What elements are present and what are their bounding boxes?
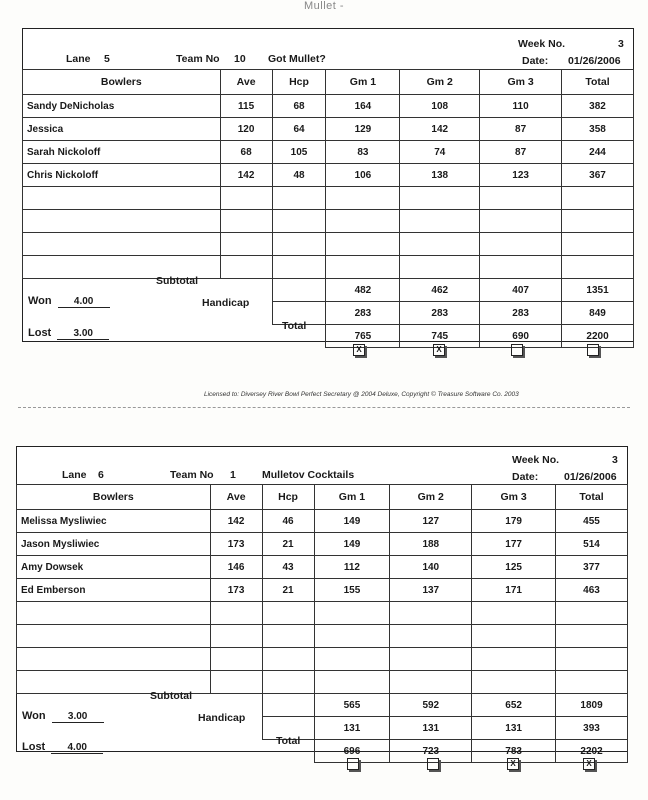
page-title: Mullet -: [303, 0, 345, 12]
bowler-gm2: 140: [390, 556, 472, 579]
bowler-total: 455: [556, 510, 628, 533]
divider: [18, 407, 630, 408]
bowler-total: 382: [562, 95, 634, 118]
bowler-total: 377: [556, 556, 628, 579]
bowler-gm3: 177: [472, 533, 556, 556]
team-label: Team No: [170, 469, 214, 481]
bowler-hcp: 68: [272, 95, 326, 118]
bowler-gm3: 171: [472, 579, 556, 602]
lost-label: Lost: [22, 741, 46, 753]
bowler-name: Sandy DeNicholas: [23, 95, 221, 118]
empty-row: [23, 233, 634, 256]
bowler-gm3: 110: [480, 95, 562, 118]
bowler-gm2: 74: [400, 141, 480, 164]
total-row: [23, 325, 634, 348]
date-label: Date:: [512, 471, 539, 483]
handicap-gm1: 131: [314, 717, 390, 740]
bowler-gm1: 106: [326, 164, 400, 187]
subtotal-row: [17, 694, 628, 717]
bowler-gm2: 137: [390, 579, 472, 602]
team-number: 1: [230, 469, 236, 481]
bowler-gm2: 108: [400, 95, 480, 118]
team-name: Mulletov Cocktails: [262, 469, 355, 481]
lost-value: 4.00: [51, 742, 103, 754]
total-gm1: 696: [314, 740, 390, 763]
game2-win-checkbox[interactable]: X: [433, 344, 445, 356]
bowler-name: Jason Mysliwiec: [17, 533, 211, 556]
game1-win-checkbox[interactable]: X: [353, 344, 365, 356]
subtotal-total: 1809: [556, 694, 628, 717]
team-label: Team No: [176, 53, 220, 65]
week-value: 3: [618, 38, 624, 50]
total-gm2: 745: [400, 325, 480, 348]
bowler-gm2: 188: [390, 533, 472, 556]
col-total: Total: [556, 485, 628, 510]
total-gm2: 723: [390, 740, 472, 763]
bowler-name: Amy Dowsek: [17, 556, 211, 579]
bowler-hcp: 46: [262, 510, 314, 533]
team-name: Got Mullet?: [268, 53, 326, 65]
bowler-gm1: 83: [326, 141, 400, 164]
game1-win-checkbox[interactable]: [347, 758, 359, 770]
bowler-gm3: 123: [480, 164, 562, 187]
week-label: Week No.: [512, 454, 560, 466]
empty-row: [17, 648, 628, 671]
subtotal-gm3: 407: [480, 279, 562, 302]
date-value: 01/26/2006: [564, 471, 617, 483]
bowler-name: Chris Nickoloff: [23, 164, 221, 187]
col-gm2: Gm 2: [390, 485, 472, 510]
col-bowlers: Bowlers: [17, 485, 211, 510]
bowler-gm1: 149: [314, 533, 390, 556]
empty-row: [23, 210, 634, 233]
week-label: Week No.: [518, 38, 566, 50]
bowler-gm1: 155: [314, 579, 390, 602]
score-table: [16, 484, 628, 763]
col-gm3: Gm 3: [472, 485, 556, 510]
col-gm2: Gm 2: [400, 70, 480, 95]
table-row: [23, 95, 634, 118]
bowler-total: 463: [556, 579, 628, 602]
bowler-gm3: 87: [480, 141, 562, 164]
bowler-gm3: 87: [480, 118, 562, 141]
handicap-gm1: 283: [326, 302, 400, 325]
handicap-row: [23, 302, 634, 325]
bowler-gm1: 149: [314, 510, 390, 533]
game3-win-checkbox[interactable]: X: [507, 758, 519, 770]
bowler-ave: 68: [220, 141, 272, 164]
lost-field: [22, 741, 103, 754]
score-table: [22, 69, 634, 348]
subtotal-label: Subtotal: [156, 275, 198, 287]
bowler-ave: 173: [210, 533, 262, 556]
won-label: Won: [28, 295, 52, 307]
bowler-hcp: 105: [272, 141, 326, 164]
total-win-checkbox[interactable]: [587, 344, 599, 356]
lane-label: Lane: [66, 53, 91, 65]
bowler-gm1: 112: [314, 556, 390, 579]
bowler-gm3: 125: [472, 556, 556, 579]
handicap-total: 393: [556, 717, 628, 740]
handicap-row: [17, 717, 628, 740]
subtotal-gm1: 565: [314, 694, 390, 717]
total-total: 2200: [562, 325, 634, 348]
total-win-checkbox[interactable]: X: [583, 758, 595, 770]
handicap-gm3: 283: [480, 302, 562, 325]
empty-row: [23, 187, 634, 210]
table-row: [23, 164, 634, 187]
table-row: [17, 510, 628, 533]
lost-value: 3.00: [57, 328, 109, 340]
lost-label: Lost: [28, 327, 52, 339]
game2-win-checkbox[interactable]: [427, 758, 439, 770]
col-ave: Ave: [220, 70, 272, 95]
empty-row: [23, 256, 634, 279]
date-label: Date:: [522, 55, 549, 67]
subtotal-gm2: 592: [390, 694, 472, 717]
subtotal-gm2: 462: [400, 279, 480, 302]
won-field: [22, 710, 104, 723]
empty-row: [17, 671, 628, 694]
bowler-total: 514: [556, 533, 628, 556]
bowler-ave: 120: [220, 118, 272, 141]
header-row: [17, 485, 628, 510]
bowler-gm2: 142: [400, 118, 480, 141]
handicap-label: Handicap: [202, 297, 250, 309]
table-row: [17, 556, 628, 579]
empty-row: [17, 625, 628, 648]
handicap-gm3: 131: [472, 717, 556, 740]
team-number: 10: [234, 53, 246, 65]
bowler-gm2: 127: [390, 510, 472, 533]
bowler-hcp: 48: [272, 164, 326, 187]
bowler-hcp: 21: [262, 533, 314, 556]
won-value: 3.00: [52, 711, 104, 723]
handicap-gm2: 131: [390, 717, 472, 740]
bowler-ave: 146: [210, 556, 262, 579]
subtotal-total: 1351: [562, 279, 634, 302]
handicap-total: 849: [562, 302, 634, 325]
table-row: [23, 141, 634, 164]
lost-field: [28, 327, 109, 340]
table-row: [23, 118, 634, 141]
bowler-name: Melissa Mysliwiec: [17, 510, 211, 533]
col-total: Total: [562, 70, 634, 95]
total-row: [17, 740, 628, 763]
total-total: 2202: [556, 740, 628, 763]
bowler-total: 358: [562, 118, 634, 141]
bowler-hcp: 64: [272, 118, 326, 141]
date-value: 01/26/2006: [568, 55, 621, 67]
won-label: Won: [22, 710, 46, 722]
table-row: [17, 533, 628, 556]
col-gm1: Gm 1: [314, 485, 390, 510]
bowler-name: Jessica: [23, 118, 221, 141]
bowler-total: 367: [562, 164, 634, 187]
col-hcp: Hcp: [262, 485, 314, 510]
bowler-gm2: 138: [400, 164, 480, 187]
total-gm3: 783: [472, 740, 556, 763]
subtotal-gm1: 482: [326, 279, 400, 302]
subtotal-label: Subtotal: [150, 690, 192, 702]
total-label: Total: [282, 320, 307, 332]
week-value: 3: [612, 454, 618, 466]
bowler-ave: 142: [210, 510, 262, 533]
bowler-hcp: 21: [262, 579, 314, 602]
bowler-gm1: 129: [326, 118, 400, 141]
header-row: [23, 70, 634, 95]
col-ave: Ave: [210, 485, 262, 510]
lane-value: 6: [98, 469, 104, 481]
total-label: Total: [276, 735, 301, 747]
empty-row: [17, 602, 628, 625]
bowler-ave: 173: [210, 579, 262, 602]
won-field: [28, 295, 110, 308]
col-hcp: Hcp: [272, 70, 326, 95]
lane-label: Lane: [62, 469, 87, 481]
col-gm3: Gm 3: [480, 70, 562, 95]
bowler-gm1: 164: [326, 95, 400, 118]
bowler-ave: 142: [220, 164, 272, 187]
col-gm1: Gm 1: [326, 70, 400, 95]
footer-note: Licensed to: Diversey River Bowl Perfect Secretary @ 2004 Deluxe, Copyright © Treasure Software Co. 2003: [204, 391, 519, 398]
total-gm1: 765: [326, 325, 400, 348]
subtotal-row: [23, 279, 634, 302]
col-bowlers: Bowlers: [23, 70, 221, 95]
bowler-total: 244: [562, 141, 634, 164]
game3-win-checkbox[interactable]: [511, 344, 523, 356]
won-value: 4.00: [58, 296, 110, 308]
bowler-name: Sarah Nickoloff: [23, 141, 221, 164]
bowler-ave: 115: [220, 95, 272, 118]
handicap-gm2: 283: [400, 302, 480, 325]
lane-value: 5: [104, 53, 110, 65]
handicap-label: Handicap: [198, 712, 246, 724]
bowler-hcp: 43: [262, 556, 314, 579]
subtotal-gm3: 652: [472, 694, 556, 717]
total-gm3: 690: [480, 325, 562, 348]
table-row: [17, 579, 628, 602]
bowler-name: Ed Emberson: [17, 579, 211, 602]
bowler-gm3: 179: [472, 510, 556, 533]
